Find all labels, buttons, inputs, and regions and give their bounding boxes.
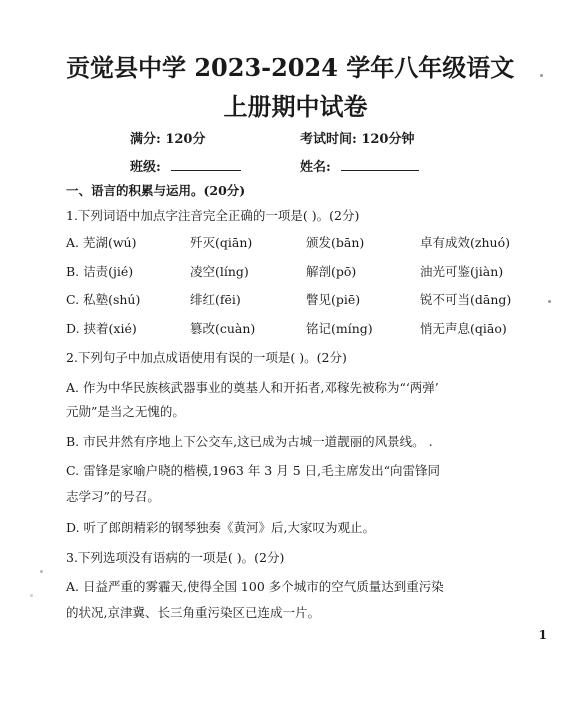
q1-option-a-word2: 歼灭(qiān): [190, 235, 253, 250]
q1-option-a-word3: 颁发(bān): [306, 235, 365, 250]
q3-option-a-line1: A. 日益严重的雾霾天,使得全国 100 多个城市的空气质量达到重污染: [66, 579, 444, 594]
q1-option-b-word4: 油光可鉴(jiàn): [420, 264, 504, 279]
q1-option-b-word2: 凌空(líng): [190, 264, 249, 279]
q2-option-a-line2: 元勋”是当之无愧的。: [66, 404, 185, 419]
scan-speck: [540, 74, 543, 77]
q1-option-c-word1: C. 私塾(shú): [66, 292, 141, 307]
full-score: 满分: 120分: [130, 132, 206, 147]
q1-option-d-word1: D. 挟着(xié): [66, 321, 137, 336]
exam-title-line1: 贡觉县中学 2023-2024 学年八年级语文: [66, 53, 515, 82]
exam-time: 考试时间: 120分钟: [300, 132, 415, 147]
q1-option-a-word1: A. 芜湖(wú): [66, 235, 137, 250]
exam-title-line2: 上册期中试卷: [223, 92, 368, 121]
scan-speck: [30, 594, 33, 597]
q1-option-c-word2: 绯红(fēi): [190, 292, 241, 307]
q2-option-b: B. 市民井然有序地上下公交车,这已成为古城一道靓丽的风景线。 .: [66, 434, 433, 449]
q3-option-a-line2: 的状况,京津冀、长三角重污染区已连成一片。: [66, 605, 320, 620]
q1-option-d-word3: 铭记(míng): [306, 321, 373, 336]
class-field: [130, 156, 241, 175]
scan-speck: [548, 300, 551, 303]
q2-option-c-line1: C. 雷锋是家喻户晓的楷模,1963 年 3 月 5 日,毛主席发出“向雷锋同: [66, 463, 440, 478]
name-label: 姓名:: [300, 160, 331, 175]
name-field: [300, 156, 419, 175]
name-blank: [341, 170, 419, 171]
q1-option-b-word1: B. 诘责(jié): [66, 264, 134, 279]
q2-option-d: D. 听了郎朗精彩的钢琴独奏《黄河》后,大家叹为观止。: [66, 520, 375, 535]
q1-option-d-word2: 篡改(cuàn): [190, 321, 256, 336]
q2-option-c-line2: 志学习”的号召。: [66, 489, 160, 504]
q1-option-c-word3: 瞥见(piē): [306, 292, 361, 307]
question-2-stem: 2.下列句子中加点成语使用有误的一项是( )。(2分): [66, 350, 347, 365]
q1-option-d-word4: 悄无声息(qiāo): [420, 321, 507, 336]
question-1-stem: 1.下列词语中加点字注音完全正确的一项是( )。(2分): [66, 208, 360, 223]
q1-option-a-word4: 卓有成效(zhuó): [420, 235, 510, 250]
question-3-stem: 3.下列选项没有语病的一项是( )。(2分): [66, 550, 285, 565]
scan-speck: [40, 570, 43, 573]
class-label: 班级:: [130, 160, 161, 175]
q1-option-b-word3: 解剖(pō): [306, 264, 357, 279]
section-heading: 一、语言的积累与运用。(20分): [66, 183, 246, 198]
q1-option-c-word4: 锐不可当(dāng): [420, 292, 512, 307]
page-number: 1: [538, 628, 547, 642]
q2-option-a-line1: A. 作为中华民族核武器事业的奠基人和开拓者,邓稼先被称为“‘两弹’: [66, 380, 439, 395]
class-blank: [171, 170, 241, 171]
